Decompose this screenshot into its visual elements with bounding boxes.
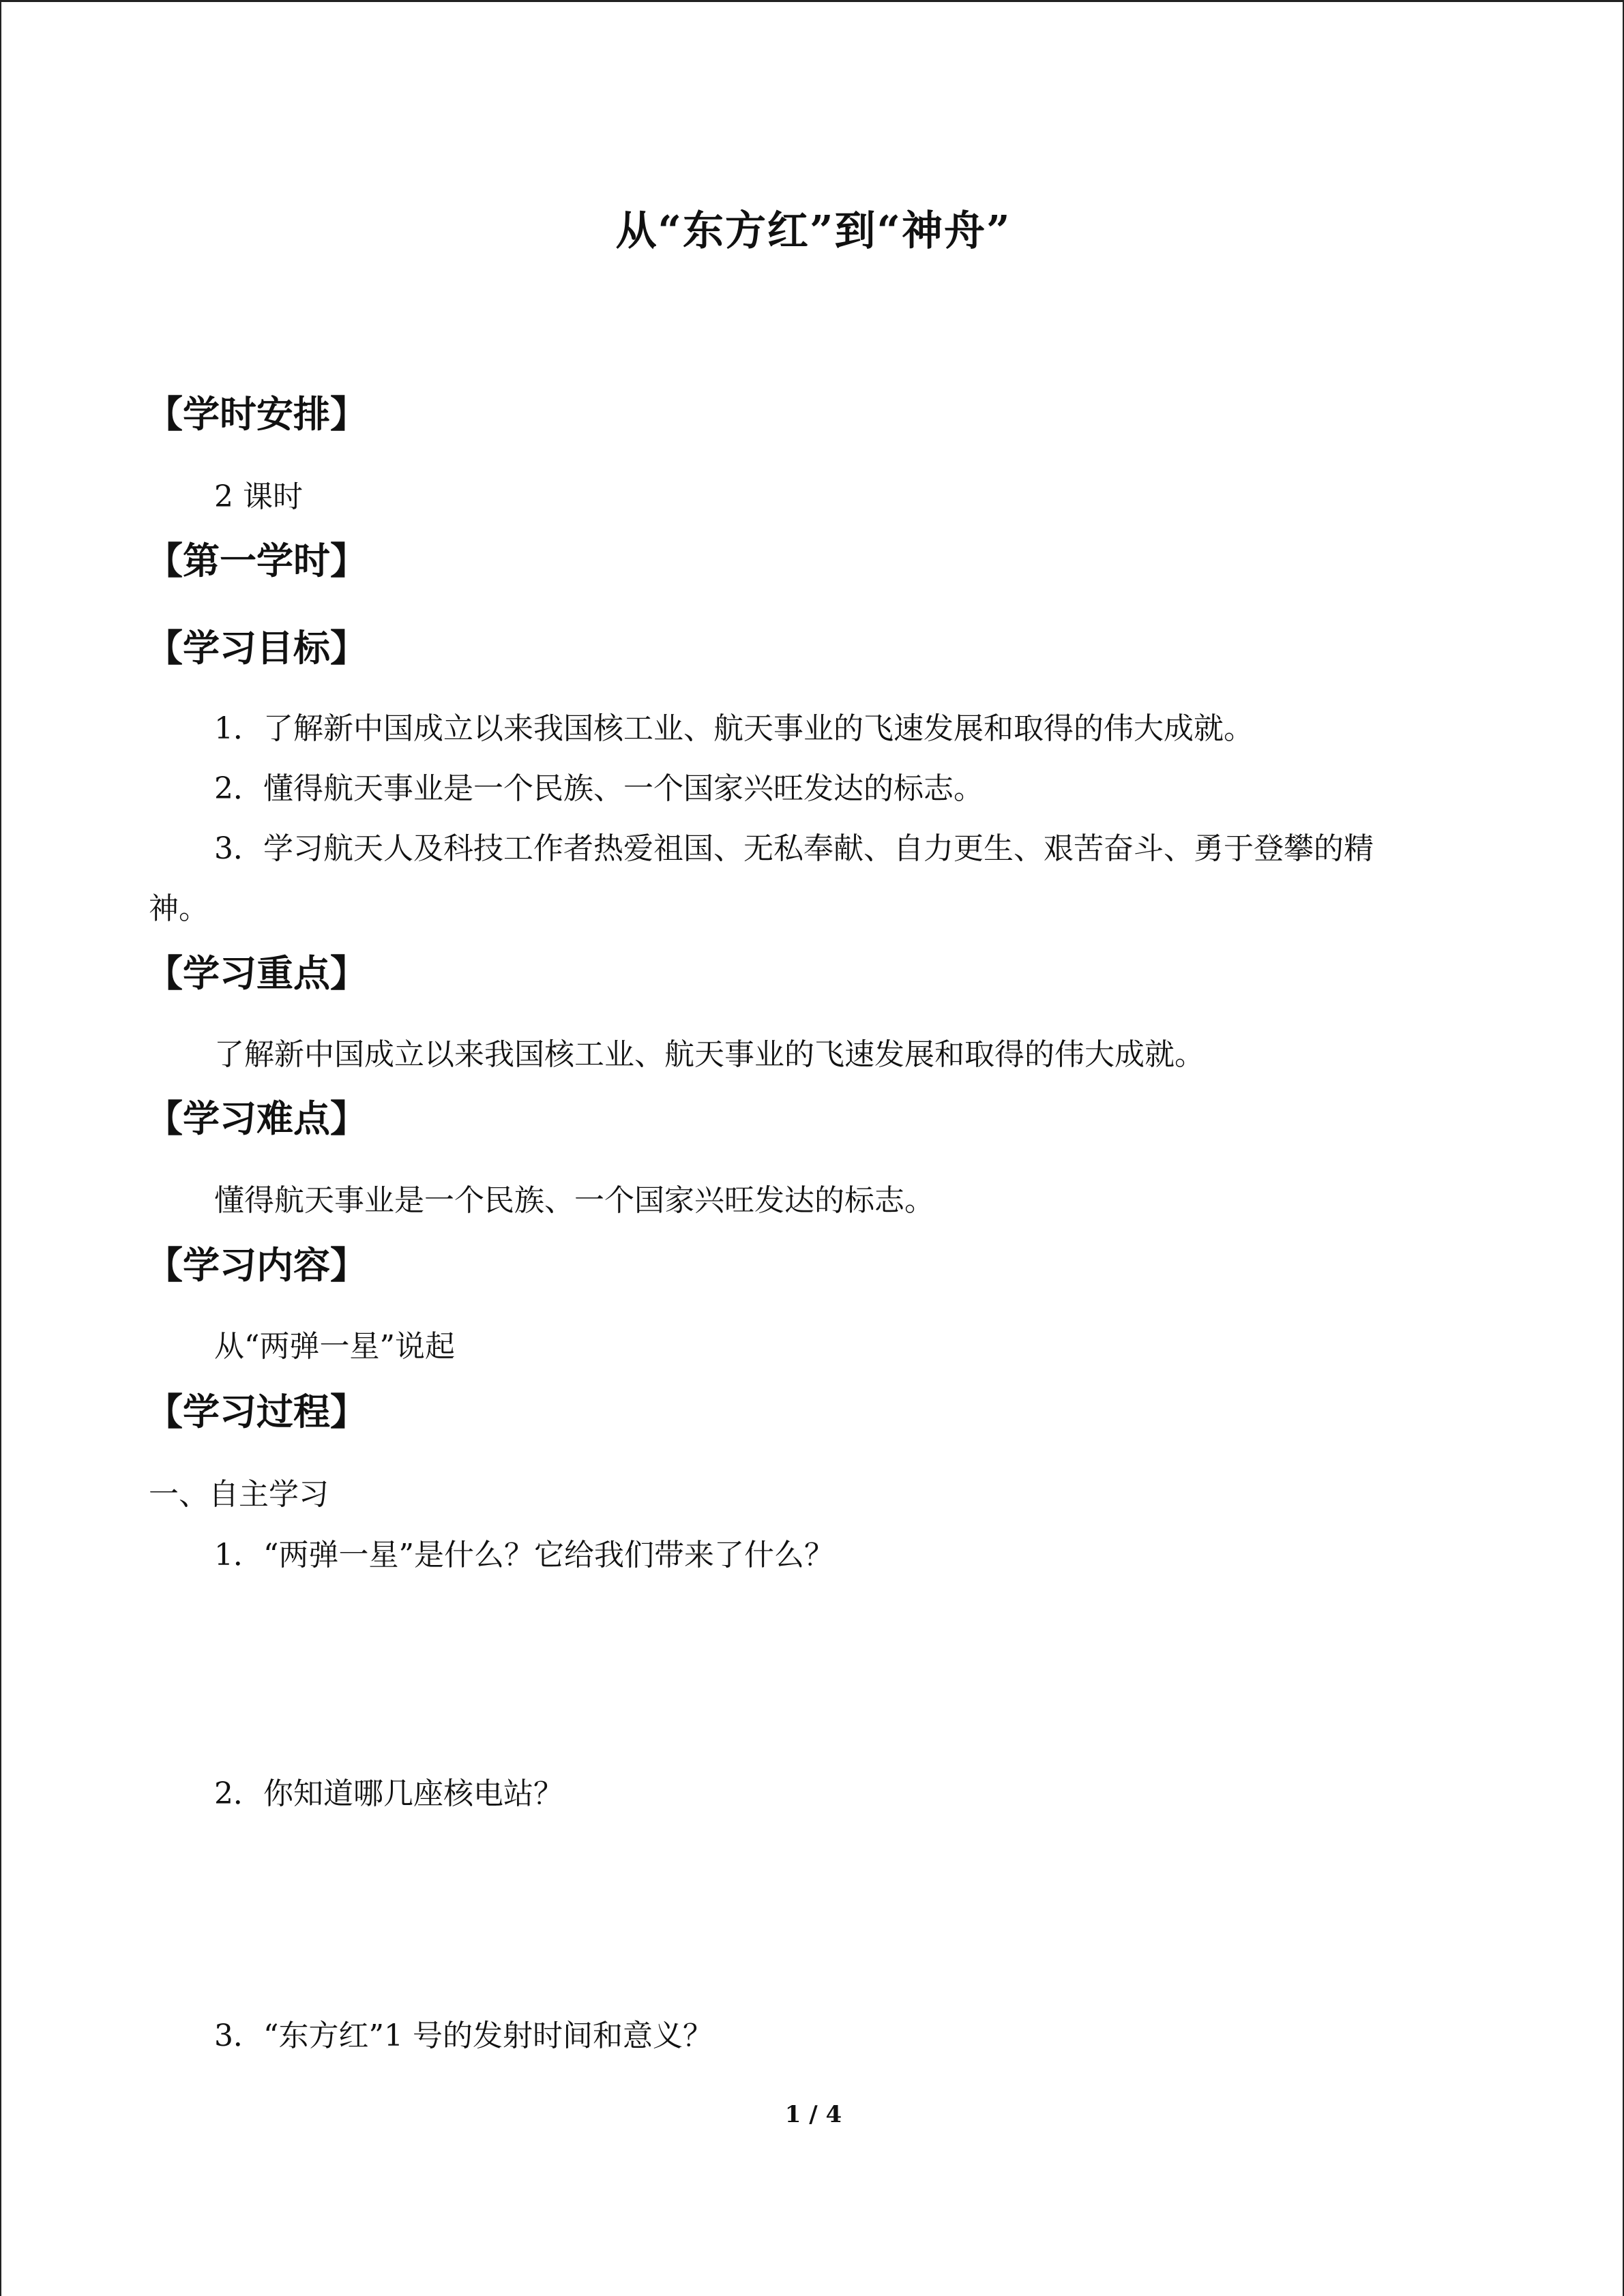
goal-item-2: 2．懂得航天事业是一个民族、一个国家兴旺发达的标志。 <box>214 771 984 806</box>
question-1: 1．“两弹一星”是什么？它给我们带来了什么？ <box>214 1538 834 1572</box>
schedule-heading: 【学时安排】 <box>146 392 367 436</box>
content-text: 从“两弹一星”说起 <box>214 1329 455 1364</box>
goal-item-3: 3．学习航天人及科技工作者热爱祖国、无私奉献、自力更生、艰苦奋斗、勇于登攀的精 <box>214 831 1374 866</box>
difficulties-text: 懂得航天事业是一个民族、一个国家兴旺发达的标志。 <box>214 1183 934 1218</box>
page-number: 1 / 4 <box>784 2101 842 2128</box>
goal-item-3-continued: 神。 <box>149 891 209 926</box>
self-study-heading: 一、自主学习 <box>149 1477 329 1512</box>
question-2: 2．你知道哪几座核电站？ <box>214 1776 563 1811</box>
key-points-text: 了解新中国成立以来我国核工业、航天事业的飞速发展和取得的伟大成就。 <box>214 1037 1205 1072</box>
goals-heading: 【学习目标】 <box>146 626 367 670</box>
question-3: 3．“东方红”1 号的发射时间和意义？ <box>214 2018 713 2053</box>
goal-item-1: 1．了解新中国成立以来我国核工业、航天事业的飞速发展和取得的伟大成就。 <box>214 711 1254 746</box>
difficulties-heading: 【学习难点】 <box>146 1097 367 1140</box>
document-title: 从“东方红”到“神舟” <box>615 207 1012 255</box>
key-points-heading: 【学习重点】 <box>146 951 367 995</box>
schedule-text: 2 课时 <box>214 479 303 514</box>
process-heading: 【学习过程】 <box>146 1390 367 1433</box>
content-heading: 【学习内容】 <box>146 1243 367 1287</box>
first-period-heading: 【第一学时】 <box>146 539 367 582</box>
